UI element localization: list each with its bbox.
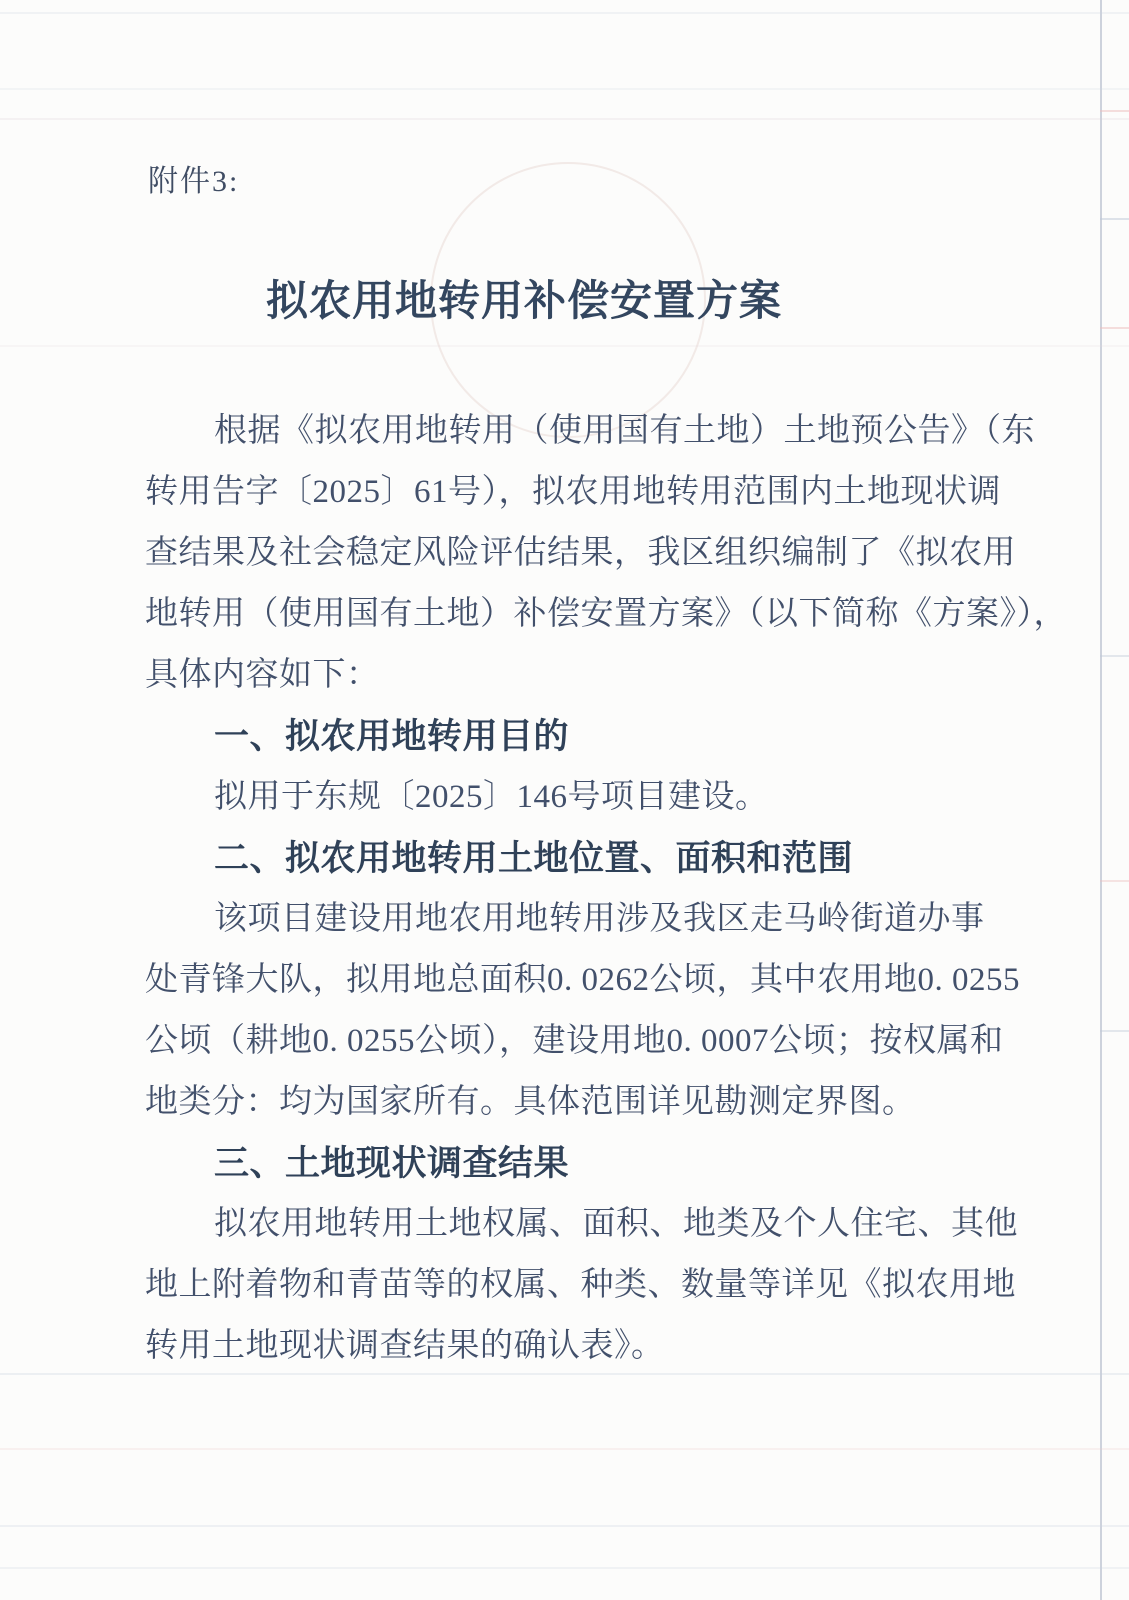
body-line: 地转用（使用国有土地）补偿安置方案》（以下简称《方案》）， [145,596,1067,632]
scan-artifact-line-segment [1100,880,1129,882]
scan-artifact-line-segment [1100,655,1129,657]
body-line: 具体内容如下： [145,657,380,693]
section-heading: 一、拟农用地转用目的 [214,717,570,756]
body-line: 拟用于东规〔2025〕146号项目建设。 [214,779,769,815]
document-body [145,401,1067,1377]
section-heading: 二、拟农用地转用土地位置、面积和范围 [214,839,854,878]
body-line: 转用告字〔2025〕61号），拟农用地转用范围内土地现状调 [145,474,1001,510]
body-line: 该项目建设用地农用地转用涉及我区走马岭街道办事 [214,901,985,937]
scan-artifact-line [0,12,1129,14]
scan-artifact-line [0,1567,1129,1569]
body-line: 处青锋大队，拟用地总面积0. 0262公顷，其中农用地0. 0255 [145,962,1020,998]
body-line: 地类分：均为国家所有。具体范围详见勘测定界图。 [145,1084,916,1120]
body-line: 查结果及社会稳定风险评估结果，我区组织编制了《拟农用 [145,535,1016,571]
body-line: 拟农用地转用土地权属、面积、地类及个人住宅、其他 [214,1206,1018,1242]
attachment-label: 附件3: [148,165,240,198]
scan-artifact-line [0,88,1129,90]
body-line: 地上附着物和青苗等的权属、种类、数量等详见《拟农用地 [145,1267,1016,1303]
page-edge-line [1100,0,1102,1600]
scan-artifact-line [0,1448,1129,1450]
body-line: 公顷（耕地0. 0255公顷），建设用地0. 0007公顷；按权属和 [145,1023,1004,1059]
scan-artifact-line [0,118,1129,120]
scan-artifact-line [0,1525,1129,1527]
body-line: 转用土地现状调查结果的确认表》。 [145,1328,665,1364]
scan-artifact-line-segment [1100,327,1129,329]
scan-artifact-line-segment [1100,218,1129,220]
scan-artifact-line-segment [1100,110,1129,112]
scan-artifact-line-segment [1100,1030,1129,1032]
section-heading: 三、土地现状调查结果 [214,1144,570,1183]
document-title: 拟农用地转用补偿安置方案 [265,277,782,324]
body-line: 根据《拟农用地转用（使用国有土地）土地预公告》（东 [214,413,1035,449]
